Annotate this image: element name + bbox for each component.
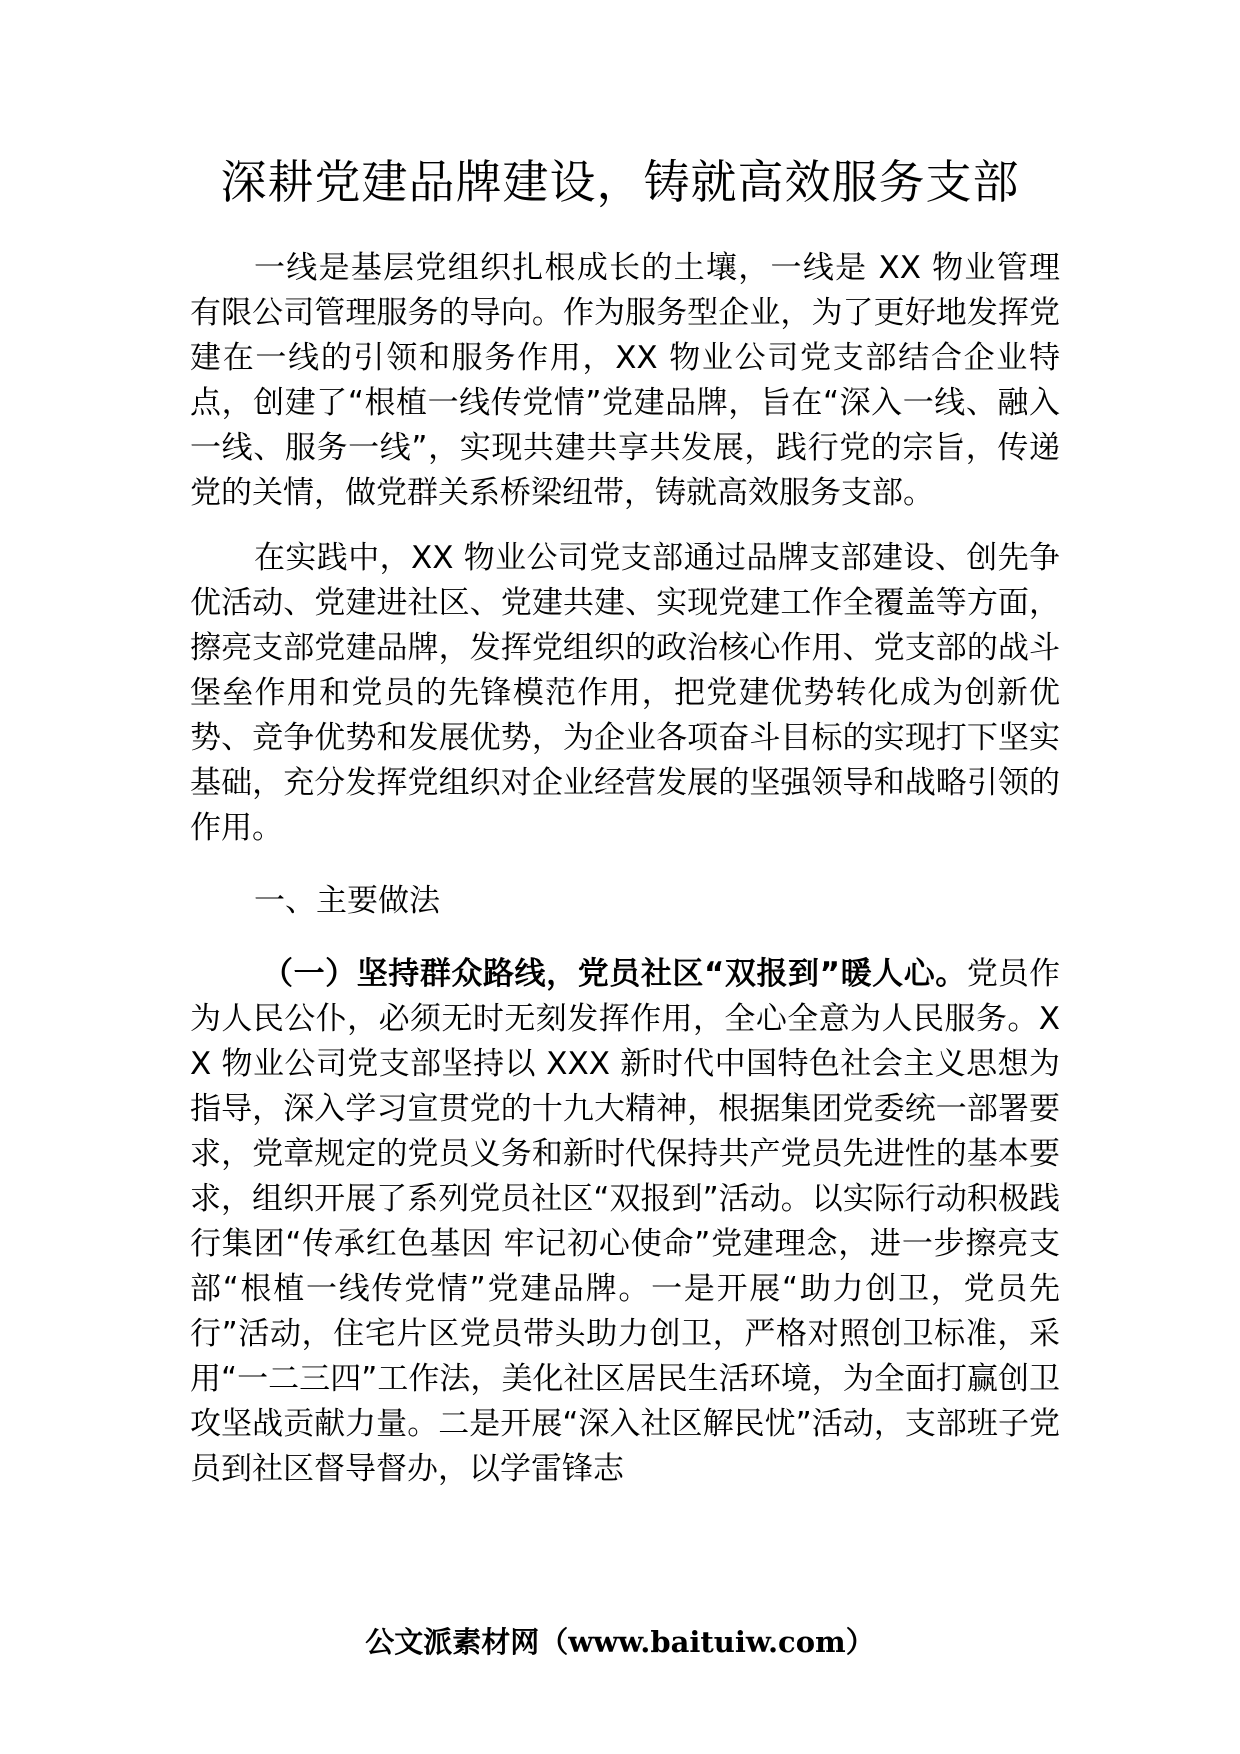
document-body xyxy=(190,246,1060,1492)
subsection-body: 党员作为人民公仆，必须无时无刻发挥作用，全心全意为人民服务。XX 物业公司党支部坚持以 XXX 新时代中国特色社会主义思想为指导，深入学习宣贯党的十九大精神，根据集团党委统一部署要求，党章规定的党员义务和新时代保持共产党员先进性的基本要求，组织开展了系列党员社区“双报到”活动。以实际行动积极践行集团“传承红色基因 牢记初心使命”党建理念，进一步擦亮支部“根植一线传党情”党建品牌。一是开展“助力创卫，党员先行”活动，住宅片区党员带头助力创卫，严格对照创卫标准，采用“一二三四”工作法，美化社区居民生活环境，为全面打赢创卫攻坚战贡献力量。二是开展“深入社区解民忧”活动，支部班子党员到社区督导督办，以学雷锋志 xyxy=(190,956,1060,1487)
subsection-paragraph xyxy=(190,952,1060,1492)
subsection-heading: （一）坚持群众路线，党员社区“双报到”暖人心。 xyxy=(262,956,967,992)
intro-paragraph: 一线是基层党组织扎根成长的土壤，一线是 XX 物业管理有限公司管理服务的导向。作为服务型企业，为了更好地发挥党建在一线的引领和服务作用，XX 物业公司党支部结合企业特点，创建了“根植一线传党情”党建品牌，旨在“深入一线、融入一线、服务一线”，实现共建共享共发展，践行党的宗旨，传递党的关情，做党群关系桥梁纽带，铸就高效服务支部。 xyxy=(190,250,1060,511)
practice-paragraph: 在实践中，XX 物业公司党支部通过品牌支部建设、创先争优活动、党建进社区、党建共建、实现党建工作全覆盖等方面，擦亮支部党建品牌，发挥党组织的政治核心作用、党支部的战斗堡垒作用和党员的先锋模范作用，把党建优势转化成为创新优势、竞争优势和发展优势，为企业各项奋斗目标的实现打下坚实基础，充分发挥党组织对企业经营发展的坚强领导和战略引领的作用。 xyxy=(190,540,1060,846)
document-title: 深耕党建品牌建设，铸就高效服务支部 xyxy=(220,155,1020,209)
footer-watermark: 公文派素材网（www.baituiw.com） xyxy=(365,1625,875,1659)
section-heading: 一、主要做法 xyxy=(254,883,440,919)
